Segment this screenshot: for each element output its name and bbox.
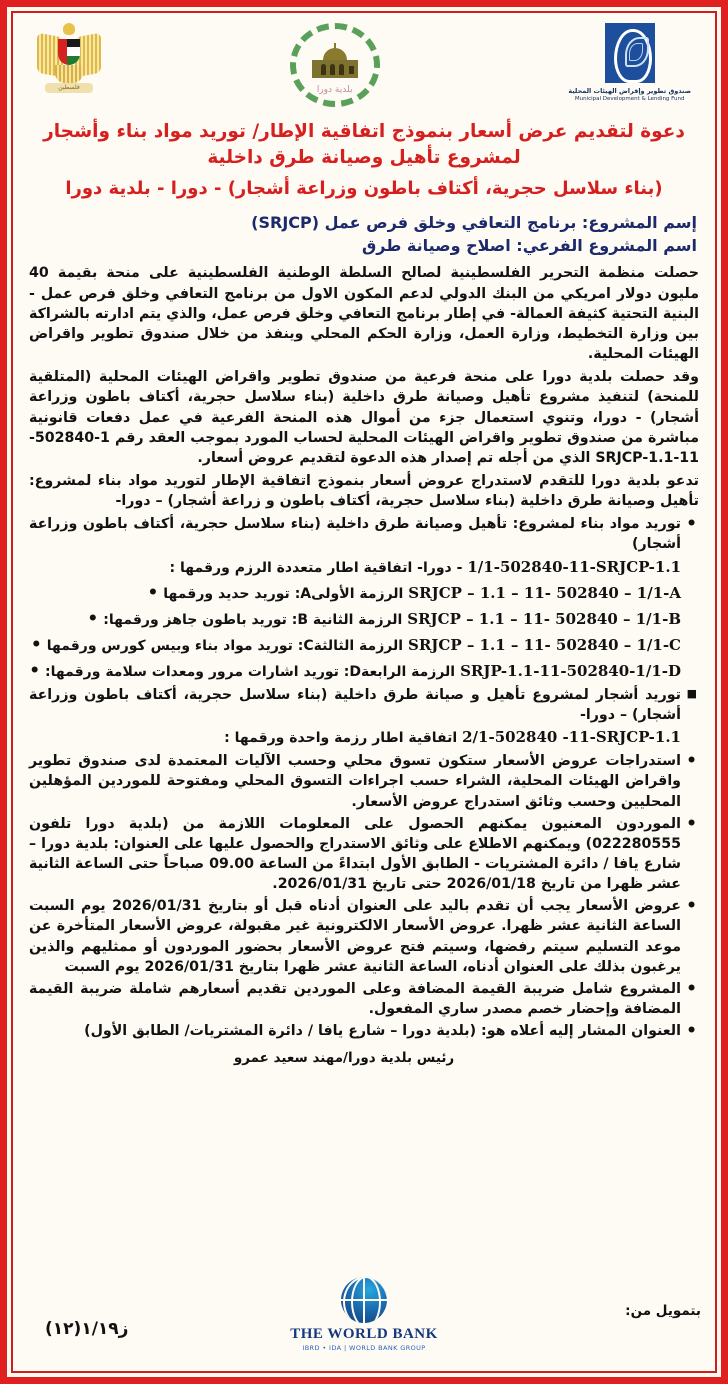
lot-a-label: الرزمة الأولىA: توريد حديد ورقمها bbox=[163, 585, 404, 602]
title-line-2: لمشروع تأهيل وصيانة طرق داخلية bbox=[207, 147, 521, 169]
lot-group-heading-text: توريد مواد بناء لمشروع: تأهيل وصيانة طرق داخلية (بناء سلاسل حجرية، أكتاف باطون وزراعة أشجار) bbox=[29, 516, 681, 553]
signature-line: رئيس بلدية دورا/مهند سعيد عمرو bbox=[233, 1050, 455, 1067]
footer bbox=[23, 1277, 705, 1363]
trees-agreement-label: اتفاقية اطار رزمة واحدة ورقمها : bbox=[224, 730, 458, 747]
lot-item-b: SRJCP – 1.1 – 11- 502840 – 1/1-B الرزمة الثانية B: توريد باطون جاهز ورقمها: • bbox=[87, 608, 681, 629]
trees-lot-heading-text: توريد أشجار لمشروع تأهيل و صيانة طرق داخلية (بناء سلاسل حجرية، أكتاف باطون وزراعة أشجار) – دورا- bbox=[29, 687, 681, 724]
lot-group-heading bbox=[29, 514, 699, 554]
trees-lot-heading bbox=[29, 685, 699, 725]
condition-document-access: • الموردون المعنيون يمكنهم الحصول على المعلومات اللازمة من (بلدية دورا تلفون 022280555) ويمكنهم الاطلاع على وثائق الاستدراج والحصول عليها على العنوان: بلدية دورا – شارع يافا / دائرة المشتريات - الطابق الأول ابتداءً من الساعة 09.00 صباحاً حتى الساعة الثانية عشر ظهرا من تاريخ 2026/01/18 حتى تاريخ 2026/01/31. bbox=[29, 814, 699, 895]
paragraph-subgrant: وقد حصلت بلدية دورا على منحة فرعية من صندوق تطوير واقراض الهيئات المحلية (المتلقية للمنحة) لتنفيذ مشروع تأهيل وصيانة طرق داخلية (بناء سلاسل حجرية، أكتاف باطون وزراعة أشجار) - دورا، وتنوي استعمال جزء من أموال هذه المنحة الفرعية في عمل دفعات قانونية مباشرة من صندوق تطوير واقراض الهيئات المحلية لحساب المورد بموجب العقد رقم 1-502840-11-SRJCP-1.1 الذي من أجله تم إصدار هذه الدعوة لتقديم عروض أسعار. bbox=[29, 369, 699, 466]
title-line-3: (بناء سلاسل حجرية، أكتاف باطون وزراعة أشجار) - دورا - بلدية دورا bbox=[65, 177, 663, 199]
page-title bbox=[29, 119, 699, 201]
framework-agreement-multi-lot bbox=[29, 557, 699, 579]
lot-c-label: الرزمة الثالثةC: توريد مواد بناء وبيس كورس ورقمها bbox=[46, 637, 404, 654]
lot-b-code: SRJCP – 1.1 – 11- 502840 – 1/1-B bbox=[407, 609, 681, 628]
world-bank-logo bbox=[23, 1277, 705, 1352]
palestine-emblem bbox=[37, 23, 101, 99]
framework-agreement-code: 1/1-502840-11-SRJCP-1.1 bbox=[467, 557, 681, 576]
subproject-name: اسم المشروع الفرعي: اصلاح وصيانة طرق bbox=[361, 236, 697, 256]
paragraph-invitation: تدعو بلدية دورا للتقدم لاستدراج عروض أسعار بنموذج اتفاقية الإطار لتوريد مواد بناء لمشروع: تأهيل وصيانة طرق داخلية (بناء سلاسل حجرية، أكتاف باطون و زراعة أشجار) – دورا- bbox=[29, 473, 699, 510]
reference-number: ز١/١٩(١٢) bbox=[45, 1319, 129, 1339]
trees-framework-agreement bbox=[29, 727, 699, 749]
mdlf-logo-english-text: Municipal Development & Lending Fund bbox=[574, 96, 685, 102]
lot-a-code: SRJCP – 1.1 – 11- 502840 – 1/1-A bbox=[408, 583, 681, 602]
globe-icon bbox=[341, 1277, 387, 1323]
emblem-scroll-text: فلسطين bbox=[45, 83, 93, 93]
page-inner-border bbox=[11, 11, 717, 1373]
mdlf-logo bbox=[568, 23, 691, 102]
header-logos bbox=[23, 19, 705, 115]
lot-b-label: الرزمة الثانية B: توريد باطون جاهز ورقمها: bbox=[103, 611, 403, 628]
trees-agreement-code: 2/1-502840 -11-SRJCP-1.1 bbox=[462, 728, 681, 747]
condition-address: • العنوان المشار إليه أعلاه هو: (بلدية دورا – شارع يافا / دائرة المشتريات/ الطابق الأول) bbox=[29, 1021, 699, 1041]
framework-agreement-label: - دورا- اتفاقية اطار متعددة الرزم ورقمها : bbox=[169, 559, 463, 576]
lots-list-trees bbox=[29, 685, 699, 749]
lot-d-label: الرزمة الرابعةD: توريد اشارات مرور ومعدات سلامة ورقمها: bbox=[45, 663, 456, 680]
conditions-list bbox=[29, 751, 699, 1041]
condition-vat: • المشروع شامل ضريبة القيمة المضافة وعلى الموردين تقديم أسعارهم شاملة ضريبة القيمة المضافة وإحضار خصم مصدر ساري المفعول. bbox=[29, 979, 699, 1019]
lot-item-c: SRJCP – 1.1 – 11- 502840 – 1/1-C الرزمة الثالثةC: توريد مواد بناء وبيس كورس ورقمها • bbox=[30, 634, 681, 655]
eagle-icon bbox=[37, 23, 101, 99]
mdlf-hand-leaf-icon bbox=[605, 23, 655, 83]
world-bank-name: THE WORLD BANK bbox=[290, 1326, 438, 1342]
lot-item-a: SRJCP – 1.1 – 11- 502840 – 1/1-A الرزمة الأولىA: توريد حديد ورقمها • bbox=[147, 582, 681, 603]
lot-item-d: SRJP-1.1-11-502840-1/1-D الرزمة الرابعةD: توريد اشارات مرور ومعدات سلامة ورقمها: • bbox=[29, 660, 681, 681]
world-bank-subtitle: IBRD • IDA | WORLD BANK GROUP bbox=[302, 1344, 426, 1352]
condition-procurement-method: • استدراجات عروض الأسعار ستكون تسوق محلي وحسب الآليات المعتمدة لدى صندوق تطوير واقراض الهيئات المحلية، الشراء حسب اجراءات التسوق المحلي ومفتوحة للموردين المؤهلين المحليين وحسب وثائق استدراج عروض الأسعار. bbox=[29, 751, 699, 811]
document-body bbox=[29, 263, 699, 1068]
lots-list-building-materials bbox=[29, 514, 699, 683]
project-name-block bbox=[31, 211, 697, 257]
paragraph-grant-background: حصلت منظمة التحرير الفلسطينية لصالح السلطة الوطنية الفلسطينية على منحة بقيمة 40 مليون دولار امريكي من البنك الدولي لدعم المكون الاول من برنامج التعافي وخلق فرص عمل - البنية التحتية كثيفة العمالة- في إطار برنامج التعافي وخلق فرص عمل، والذي يتم ادارته بالشراكة بين وزارة التخطيط، وزارة العمل، وزارة الحكم المحلي وينفذ من خلال صندوق تطوير واقراض الهيئات المحلية. bbox=[29, 265, 699, 363]
lot-d-code: SRJP-1.1-11-502840-1/1-D bbox=[460, 661, 681, 680]
dome-of-the-rock-icon bbox=[290, 23, 380, 107]
funding-label: بتمويل من: bbox=[625, 1303, 701, 1319]
dura-logo-caption: بلدية دورا bbox=[316, 85, 353, 95]
title-line-1: دعوة لتقديم عرض أسعار بنموذج اتفاقية الإطار/ توريد مواد بناء وأشجار bbox=[43, 121, 685, 142]
dura-municipality-logo bbox=[290, 23, 380, 107]
mdlf-logo-arabic-text: صندوق تطوير وإقراض الهيئات المحلية bbox=[568, 87, 691, 95]
condition-submission-deadline: • عروض الأسعار يجب أن تقدم باليد على العنوان أدناه قبل أو بتاريخ 2026/01/31 يوم السبت الساعة الثانية عشر ظهرا. عروض الأسعار الالكترونية غير مقبولة، عروض الأسعار المتأخرة عن موعد التسليم سيتم رفضها، وسيتم فتح عروض الأسعار بحضور الموردون أو ممثليهم والذين يرغبون بذلك على العنوان أدناه، الساعة الثانية عشر ظهرا بتاريخ 2026/01/31 يوم السبت bbox=[29, 896, 699, 977]
project-name: إسم المشروع: برنامج التعافي وخلق فرص عمل (SRJCP) bbox=[251, 213, 697, 233]
lot-c-code: SRJCP – 1.1 – 11- 502840 – 1/1-C bbox=[407, 635, 681, 654]
